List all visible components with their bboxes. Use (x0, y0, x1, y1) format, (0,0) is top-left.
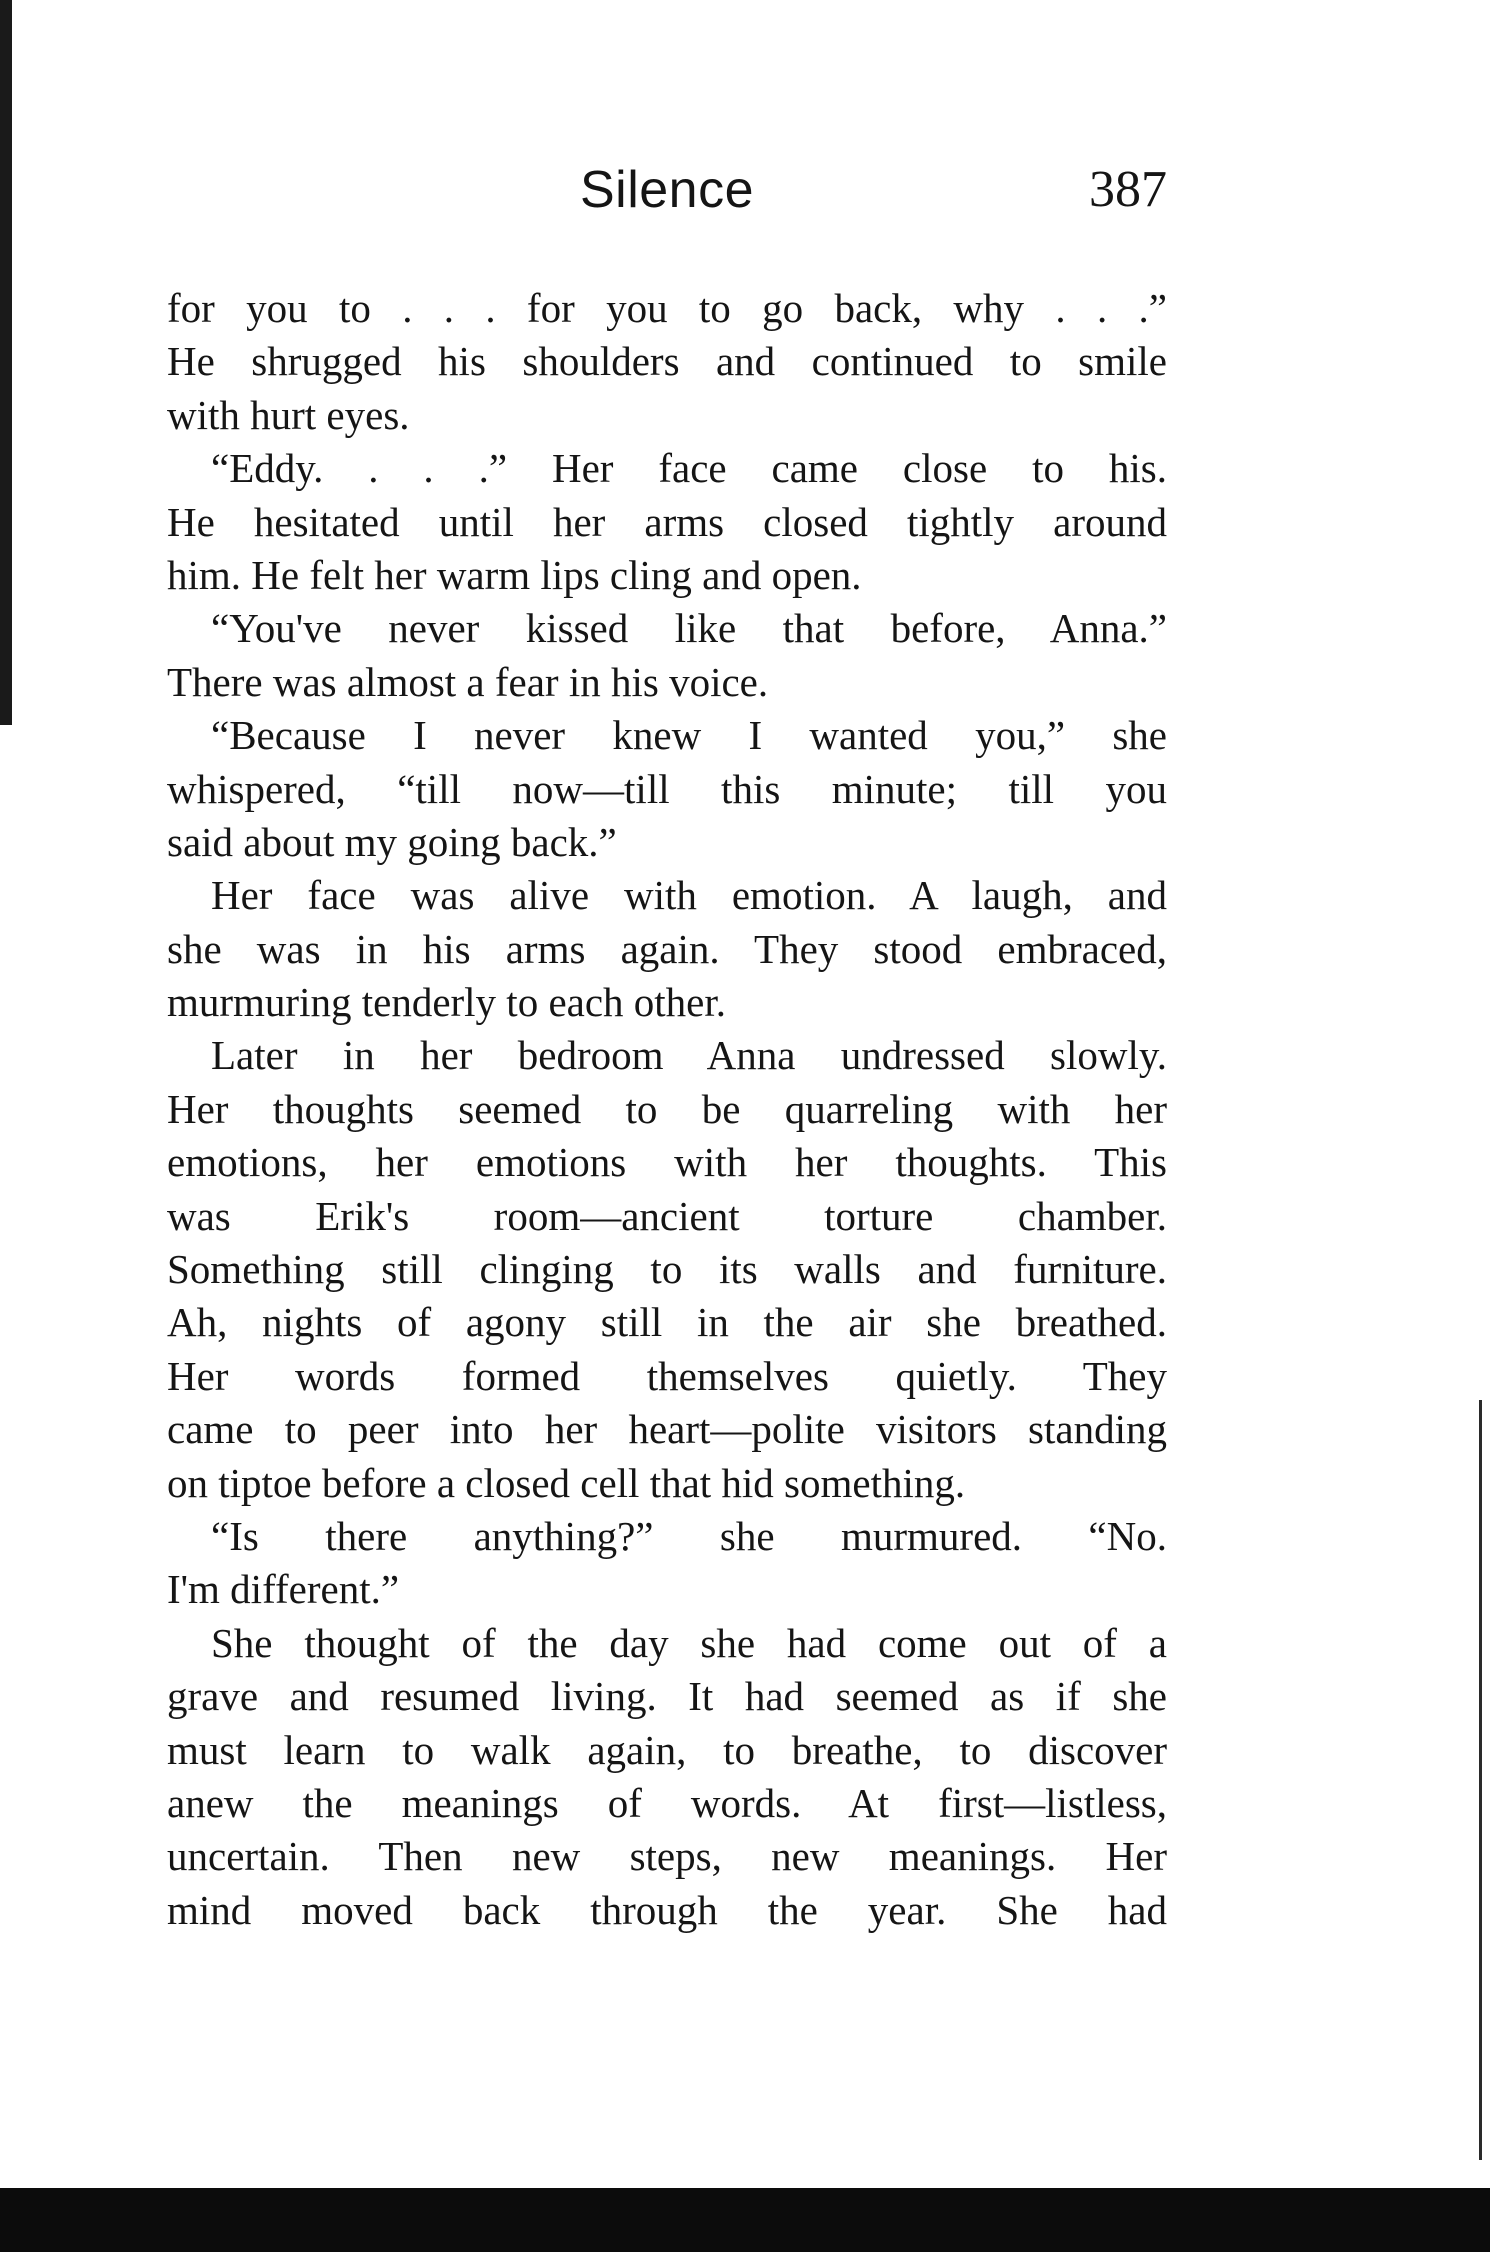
body-text (167, 282, 1167, 1937)
text-line: “Is there anything?” she murmured. “No. (211, 1512, 1167, 1559)
text-line: mind moved back through the year. She had (167, 1886, 1167, 1933)
text-line: him. He felt her warm lips cling and open. (167, 551, 862, 598)
text-line: “Because I never knew I wanted you,” she (211, 712, 1167, 759)
text-line: came to peer into her heart—polite visitors standing (167, 1406, 1167, 1453)
text-line: Her words formed themselves quietly. They (167, 1352, 1167, 1399)
text-line: said about my going back.” (167, 818, 617, 865)
text-line: “You've never kissed like that before, Anna.” (211, 605, 1167, 652)
scan-shadow-right (1479, 1400, 1482, 2160)
text-line: emotions, her emotions with her thoughts. This (167, 1139, 1167, 1186)
text-line: grave and resumed living. It had seemed as if she (167, 1673, 1167, 1720)
running-head (167, 155, 1167, 225)
text-line: Something still clinging to its walls and furniture. (167, 1246, 1167, 1293)
text-line: whispered, “till now—till this minute; till you (167, 765, 1167, 812)
text-line: She thought of the day she had come out of a (211, 1619, 1167, 1666)
text-line: was Erik's room—ancient torture chamber. (167, 1192, 1167, 1239)
running-title: Silence (579, 161, 755, 219)
text-line: murmuring tenderly to each other. (167, 979, 727, 1026)
page-number: 387 (1089, 161, 1167, 218)
text-line: must learn to walk again, to breathe, to discover (167, 1726, 1167, 1773)
text-line: There was almost a fear in his voice. (167, 658, 769, 705)
text-line: with hurt eyes. (167, 391, 410, 438)
text-line: on tiptoe before a closed cell that hid something. (167, 1459, 966, 1506)
text-line: for you to . . . for you to go back, why . . .” (167, 285, 1167, 331)
scan-shadow-bottom (0, 2188, 1490, 2252)
scan-shadow-left (0, 0, 12, 725)
text-line: He hesitated until her arms closed tightly around (167, 498, 1167, 545)
text-line: Her face was alive with emotion. A laugh, and (211, 872, 1167, 919)
text-line: He shrugged his shoulders and continued to smile (167, 338, 1167, 385)
text-line: “Eddy. . . .” Her face came close to his. (211, 445, 1167, 492)
text-line: I'm different.” (167, 1566, 400, 1613)
text-line: Ah, nights of agony still in the air she breathed. (167, 1299, 1167, 1346)
text-line: Her thoughts seemed to be quarreling with her (167, 1085, 1167, 1132)
text-line: she was in his arms again. They stood embraced, (167, 925, 1167, 972)
text-line: Later in her bedroom Anna undressed slowly. (211, 1032, 1167, 1079)
text-line: anew the meanings of words. At first—listless, (167, 1779, 1167, 1826)
text-line: uncertain. Then new steps, new meanings. Her (167, 1833, 1167, 1880)
